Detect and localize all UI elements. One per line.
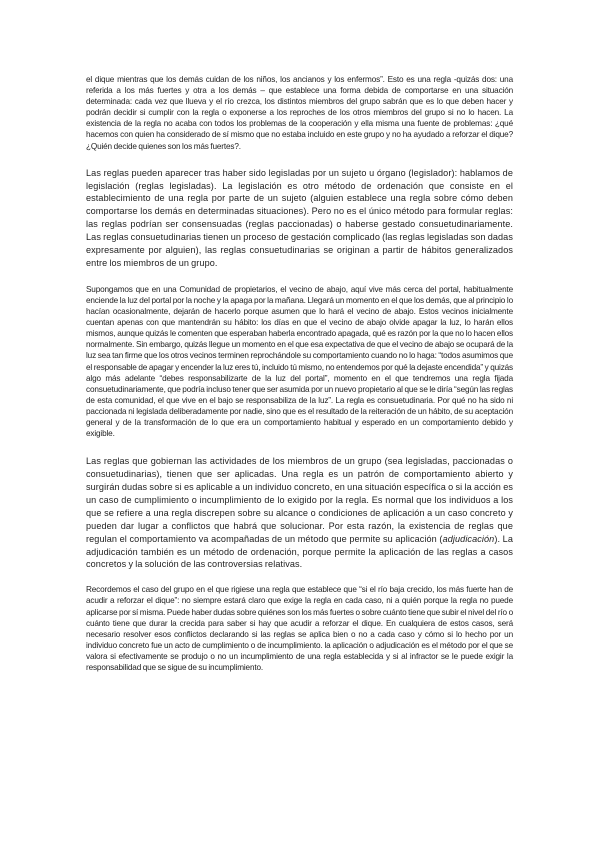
paragraph-adjudication: [86, 455, 513, 571]
adjudication-emphasis: adjudicación: [442, 533, 495, 544]
paragraph-dike-application: Recordemos el caso del grupo en el que rigiese una regla que establece que “si el río baja crecido, los más fuerte han de acudir a reforzar el dique”: no siempre estará claro que exige la regla en cada caso, ni a quién porque la regla no puede aplicarse por sí misma. Puede haber dudas sobre quiénes son los más fuertes o sobre cuánto tiene que subir el nivel del río o cuánto tiene que durar la crecida para saber si hay que acudir a reforzar el dique. En cualquiera de estos casos, será necesario resolver esos conflictos declarando si las reglas se aplica bien o no a cada caso y cómo si lo hecho por un individuo concreto fue un acto de cumplimiento o de incumplimiento. la aplicación o adjudicación es el método por el que se valora si efectivamente se produjo o no un incumplimiento de una regla establecida y si al infractor se le puede exigir la responsabilidad que se sigue de su incumplimiento.: [86, 585, 513, 673]
paragraph-legislation: Las reglas pueden aparecer tras haber sido legisladas por un sujeto u órgano (legislador): hablamos de legislación (reglas legisladas). La legislación es otro método de ordenación que consiste en el establecimiento de una regla por parte de un sujeto (alguien establece una regla sobre cómo deben comportarse los demás en determinadas situaciones). Pero no es el único método para formular reglas: las reglas podrían ser consensuadas (reglas paccionadas) o haberse gestado consuetudinariamente. Las reglas consuetudinarias tienen un proceso de gestación complicado (las reglas legisladas son dadas expresamente por alguien), las reglas consuetudinarias se originan a partir de hábitos generalizados entre los miembros de un grupo.: [86, 167, 513, 268]
paragraph-dike-rule: el dique mientras que los demás cuidan de los niños, los ancianos y los enfermos”. Esto es una regla -quizás dos: una referida a los más fuertes y otra a los demás – que establece una forma debida de comportarse en una situación determinada: cada vez que llueva y el río crezca, los distintos miembros del grupo sabrán que es lo que deben hacer y podrán decidir si cumplir con la regla o exponerse a los reproches de los otros miembros del grupo si no lo hacen. La existencia de la regla no acaba con todos los problemas de la cooperación y ella misma una fuente de problemas: ¿qué hacemos con quien ha considerado de sí mismo que no estaba incluido en este grupo y no ha ayudado a reforzar el dique? ¿Quién decide quienes son los más fuertes?.: [86, 75, 513, 151]
paragraph-adjudication-text-before: Las reglas que gobiernan las actividades de los miembros de un grupo (sea legisladas, paccionadas o consuetudinarias), tienen que ser aplicadas. Una regla es un patrón de comportamiento abierto y surgirán dudas sobre si es aplicable a un individuo concreto, en una situación específica o si la acción es un caso de cumplimiento o incumplimiento de lo exigido por la regla. Es normal que los individuos a los que se refiere a una regla discrepen sobre su alcance o condiciones de aplicación a un caso concreto y pueden dar lugar a conflictos que habrá que solucionar. Por esta razón, la existencia de reglas que regulan el comportamiento va acompañadas de un método que permite su aplicación (: [86, 456, 513, 544]
paragraph-adjudication-text-after: ). La adjudicación también es un método de ordenación, porque permite la aplicación de las reglas a casos concretos y la solución de las controversias relativas.: [86, 533, 513, 570]
paragraph-custom-example: Supongamos que en una Comunidad de propietarios, el vecino de abajo, aquí vive más cerca del portal, habitualmente enciende la luz del portal por la noche y la apaga por la mañana. Llegará un momento en el que los demás, que al principio lo hacían ocasionalmente, dejarán de hacerlo porque asumen que lo hará el vecino de abajo. Estos vecinos inicialmente cuentan apenas con que mantendrán su hábito: los días en que el vecino de abajo olvide apagar la luz, lo harán ellos mismos, aunque quizás le comenten que esperaban haberla encontrado apagada, qué es razón por la que no lo hacen ellos normalmente. Sin embargo, quizás llegue un momento en el que esa expectativa de que el vecino de abajo se ocupará de la luz sea tan firme que los otros vecinos terminen reprochándole su comportamiento cuando no lo haga: “todos asumimos que el responsable de apagar y encender la luz eres tú, incluido tú mismo, no entendemos por qué la dejaste encendida” y quizás algo más adelante “debes responsabilizarte de la luz del portal”, momento en el que tendremos una regla fijada consuetudinariamente, que podría incluso tener que ser asumida por un nuevo propietario al que se le diría “según las reglas de esta comunidad, el que vive en el bajo se responsabiliza de la luz”. La regla es consuetudinaria. Por qué no ha sido ni paccionada ni legislada deliberadamente por nadie, sino que es el resultado de la reiteración de un hábito, de su aceptación general y de la transformación de lo que era un comportamiento habitual y esperado en un comportamiento debido y exigible.: [86, 284, 513, 439]
